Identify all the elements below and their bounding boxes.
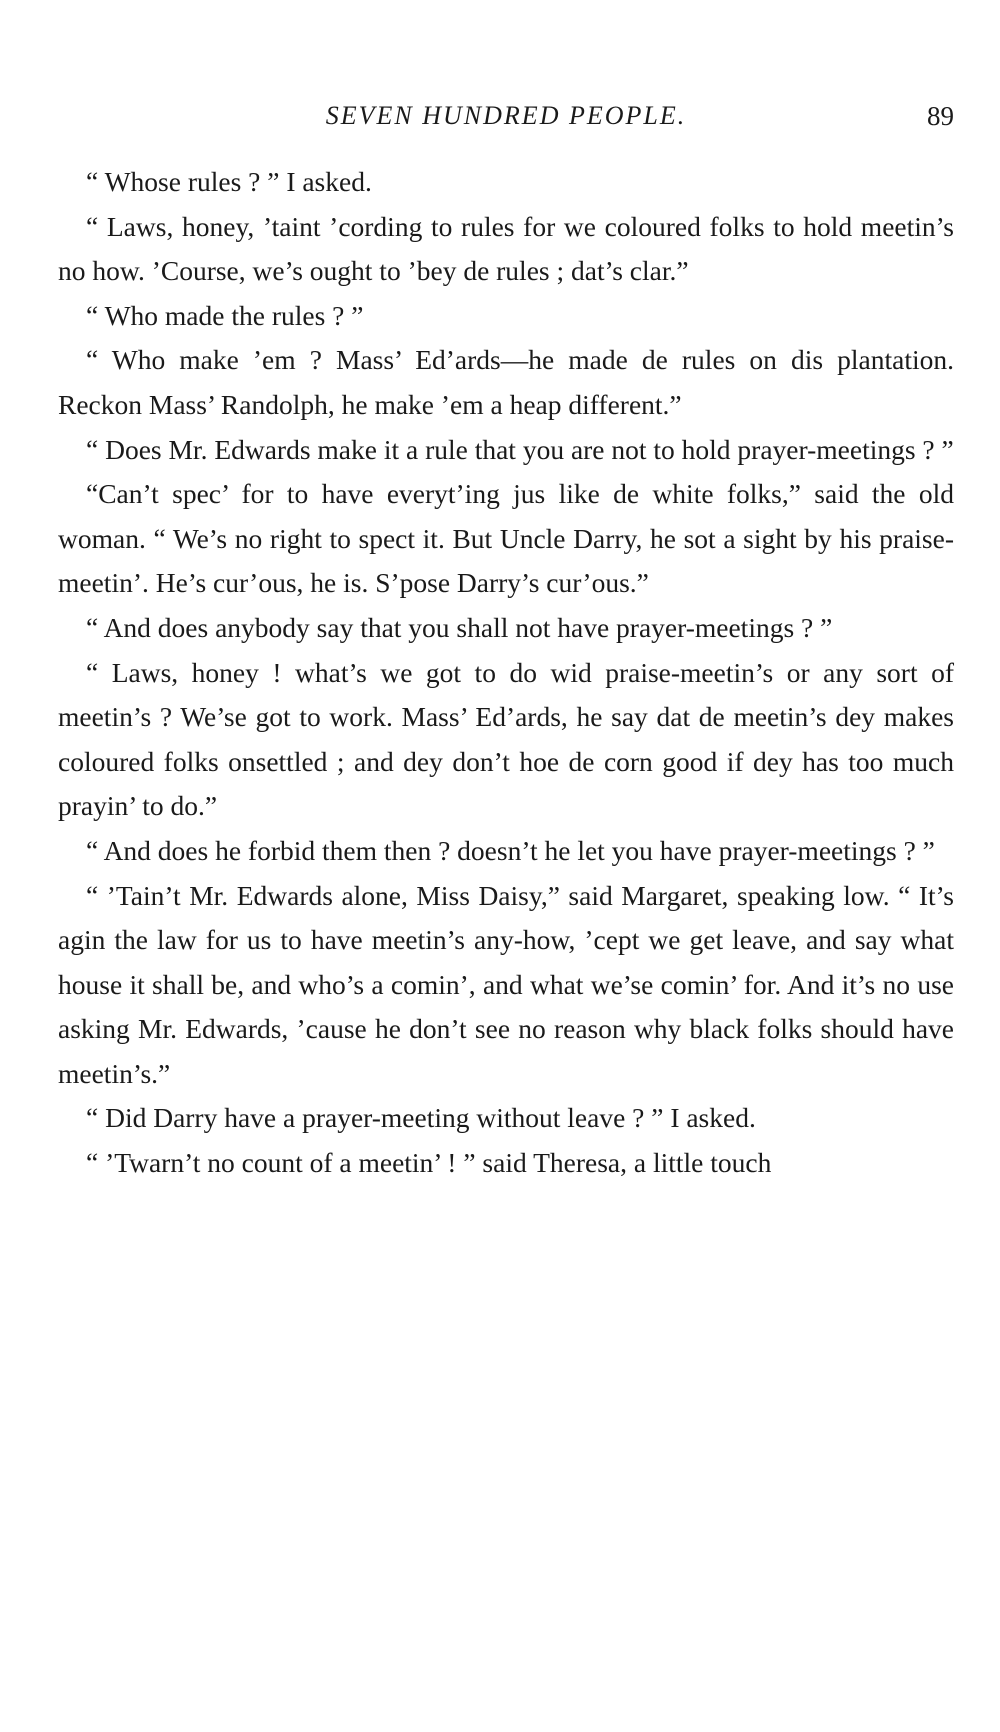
paragraph: “ Who made the rules ? ” — [86, 299, 364, 331]
paragraph: “ Whose rules ? ” I asked. — [86, 166, 372, 197]
body-text — [58, 160, 954, 1186]
paragraph: “ And does anybody say that you shall not have prayer-meetings ? ” — [86, 611, 833, 643]
paragraph: “ Laws, honey, ’taint ’cording to rules for we coloured folks to hold meetin’s no how. ’Course, we’s ought to ’bey de rules ; dat’s clar.” — [58, 210, 954, 287]
paragraph: “ ’Tain’t Mr. Edwards alone, Miss Daisy,” said Margaret, speaking low. “ It’s agin the law for us to have meetin’s any-how, ’cept we get leave, and say what house it shall be, and who’s a comin’, and what we’se comin’ for. And it’s no use asking Mr. Edwards, ’cause he don’t see no reason why black folks should have meetin’s.” — [58, 879, 954, 1089]
page-number: 89 — [927, 101, 954, 131]
paragraph: “ Did Darry have a prayer-meeting without leave ? ” I asked. — [86, 1102, 756, 1134]
running-title: SEVEN HUNDRED PEOPLE. — [325, 101, 687, 130]
running-head — [58, 96, 954, 136]
paragraph: “Can’t spec’ for to have everyt’ing jus like de white folks,” said the old woman. “ We’s no right to spect it. But Uncle Darry, he sot a sight by his praise-meetin’. He’s cur’ous, he is. S’pose Darry’s cur’ous.” — [58, 478, 954, 599]
paragraph: “ Who make ’em ? Mass’ Ed’ards—he made de rules on dis plantation. Reckon Mass’ Randolph, he make ’em a heap different.” — [58, 344, 954, 420]
paragraph: “ Does Mr. Edwards make it a rule that you are not to hold prayer-meetings ? ” — [86, 433, 954, 465]
paragraph: “ ’Twarn’t no count of a meetin’ ! ” said Theresa, a little touch — [86, 1147, 772, 1179]
paragraph: “ Laws, honey ! what’s we got to do wid praise-meetin’s or any sort of meetin’s ? We’se got to work. Mass’ Ed’ards, he say dat de meetin’s dey makes coloured folks onsettled ; and dey don’t hoe de corn good if dey has too much prayin’ to do.” — [58, 656, 954, 822]
paragraph: “ And does he forbid them then ? doesn’t he let you have prayer-meetings ? ” — [86, 834, 935, 866]
